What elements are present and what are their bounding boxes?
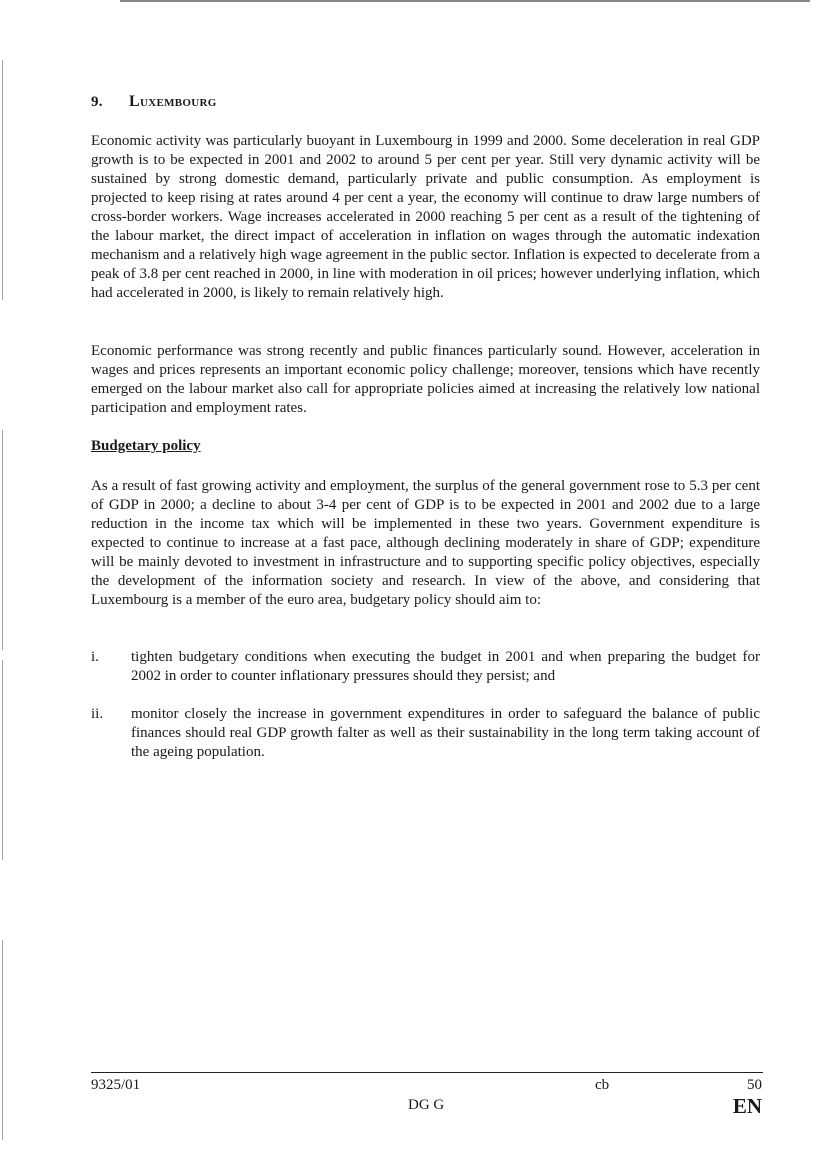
directorate: DG G: [408, 1097, 445, 1113]
scan-artifact-left: [2, 660, 3, 860]
list-item-text: tighten budgetary conditions when executing the budget in 2001 and when preparing the budget for 2002 in order to counter inflationary pressures should they persist; and: [131, 649, 760, 684]
section-title: Luxembourg: [129, 93, 217, 110]
footer-rule: [91, 1072, 763, 1073]
list-item: [91, 705, 760, 762]
paragraph-budgetary-policy: As a result of fast growing activity and employment, the surplus of the general government rose to 5.3 per cent of GDP in 2000; a decline to about 3-4 per cent of GDP is to be expected in 2001 and 2002 due to a large reduction in the income tax which will be implemented in these two years. Government expenditure is expected to continue to increase at a fast pace, although declining moderately in share of GDP; expenditure will be mainly devoted to investment in infrastructure and to supporting specific policy objectives, especially the development of the information society and research. In view of the above, and considering that Luxembourg is a member of the euro area, budgetary policy should aim to:: [91, 478, 760, 608]
scan-artifact-left: [2, 430, 3, 650]
list-item: [91, 648, 760, 686]
list-item-text: monitor closely the increase in government expenditures in order to safeguard the balance of public finances should real GDP growth falter as well as their sustainability in the long term taking account of the ageing population.: [131, 706, 760, 760]
scan-artifact-left: [2, 60, 3, 300]
paragraph-economic-performance: Economic performance was strong recently and public finances particularly sound. However, acceleration in wages and prices represents an important economic policy challenge; moreover, tensions which have recently emerged on the labour market also call for appropriate policies aimed at increasing the relatively low national participation and employment rates.: [91, 343, 760, 416]
scan-artifact-left: [2, 940, 3, 1140]
document-reference: 9325/01: [91, 1077, 141, 1093]
language-code: EN: [732, 1094, 762, 1118]
list-marker: ii.: [91, 706, 104, 722]
page-number: 50: [747, 1077, 762, 1093]
budgetary-policy-heading: Budgetary policy: [91, 438, 201, 454]
scan-artifact-top: [120, 0, 810, 2]
section-number: 9.: [91, 94, 103, 110]
list-marker: i.: [91, 649, 99, 665]
author-initials: cb: [595, 1077, 610, 1093]
section-heading: [91, 93, 217, 111]
paragraph-economic-activity: Economic activity was particularly buoyant in Luxembourg in 1999 and 2000. Some deceleration in real GDP growth is to be expected in 2001 and 2002 to around 5 per cent per year. Still very dynamic activity will be sustained by strong domestic demand, particularly private and public consumption. As employment is projected to keep rising at rates around 4 per cent a year, the economy will continue to draw large numbers of cross-border workers. Wage increases accelerated in 2000 reaching 5 per cent as a result of the tightening of the labour market, the direct impact of acceleration in inflation on wages through the automatic indexation mechanism and a relatively high wage agreement in the public sector. Inflation is expected to decelerate from a peak of 3.8 per cent reached in 2000, in line with moderation in oil prices; however underlying inflation, which had accelerated in 2000, is likely to remain relatively high.: [91, 133, 760, 301]
